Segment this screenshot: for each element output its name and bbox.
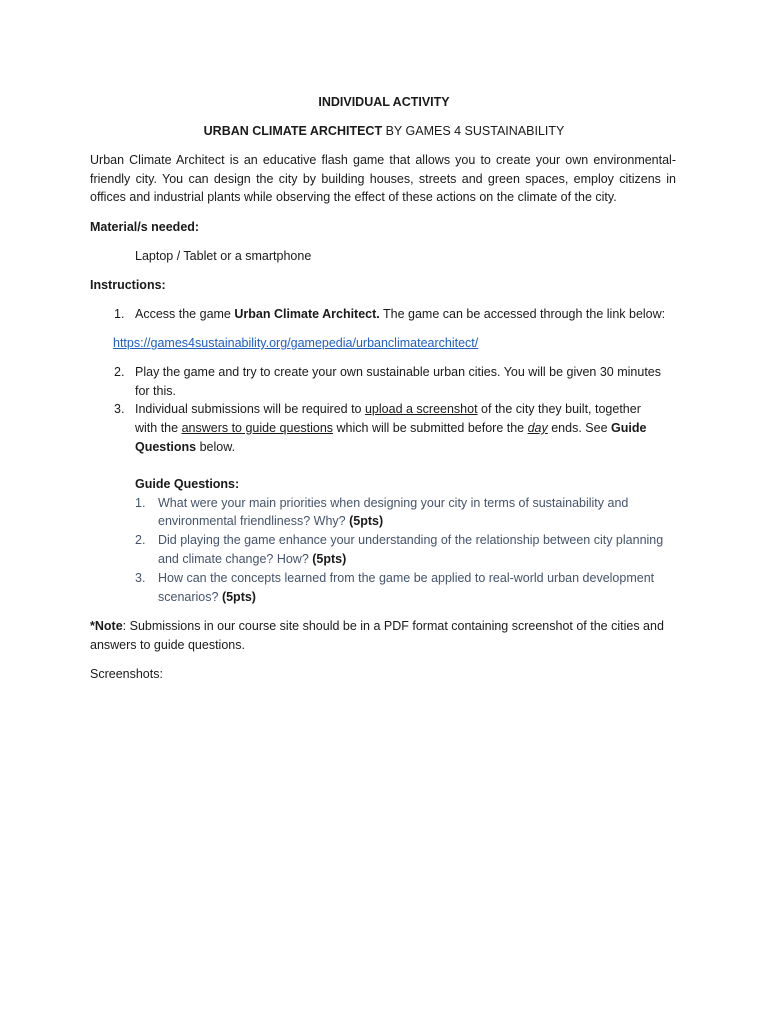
upload-screenshot-text: upload a screenshot [364, 402, 478, 416]
step-2-line-1: Play the game and try to create your own sustainable urban cities. You will be given 30 minutes [135, 365, 662, 379]
step-3-line-1 [135, 402, 641, 417]
intro-line-3: offices and industrial plants while observing the effect of these actions on the climate of the city. [90, 190, 617, 204]
guide-bold: Guide [611, 421, 647, 435]
guide-question-3-line-2 [158, 590, 256, 605]
guide-question-3-number: 3. [135, 571, 146, 585]
step-2-line-2: for this. [135, 384, 176, 398]
step-3-line-2 [135, 421, 646, 436]
step-3-l1-post: of the city they built, together [477, 402, 641, 416]
step-3-l1-pre: Individual submissions will be required to [135, 402, 365, 416]
note-label: *Note [90, 619, 123, 633]
materials-label: Material/s needed: [90, 220, 200, 234]
note-line-2: answers to guide questions. [90, 638, 245, 652]
guide-question-3-points: (5pts) [221, 590, 256, 604]
subtitle-publisher: BY GAMES 4 SUSTAINABILITY [382, 124, 565, 138]
step-3-line-3 [135, 440, 235, 455]
step-1-post: The game can be accessed through the link below: [379, 307, 666, 321]
game-link[interactable]: https://games4sustainability.org/gamepedia/urbanclimatearchitect/ [113, 336, 479, 350]
step-1-pre: Access the game [135, 307, 235, 321]
step-3-l2-pre: with the [135, 421, 182, 435]
intro-line-1: Urban Climate Architect is an educative flash game that allows you to create your own environmental- [90, 153, 676, 167]
step-1-text [135, 307, 665, 322]
guide-question-2-text: and climate change? How? [158, 552, 313, 566]
step-3-l3-post: below. [196, 440, 236, 454]
guide-question-2-line-2 [158, 552, 346, 567]
guide-questions-label: Guide Questions: [135, 477, 240, 491]
step-2-number: 2. [114, 365, 125, 379]
step-3-l2-post: ends. See [547, 421, 611, 435]
step-1-number: 1. [114, 307, 125, 321]
guide-question-3-line-1: How can the concepts learned from the game be applied to real-world urban development [158, 571, 655, 585]
questions-bold: Questions [135, 440, 197, 454]
step-3-number: 3. [114, 402, 125, 416]
guide-question-2-number: 2. [135, 533, 146, 547]
guide-question-1-line-1: What were your main priorities when designing your city in terms of sustainability and [158, 496, 629, 510]
answers-guide-text: answers to guide questions [181, 421, 334, 435]
materials-item: Laptop / Tablet or a smartphone [135, 249, 312, 263]
guide-question-3-text: scenarios? [158, 590, 222, 604]
intro-line-2: friendly city. You can design the city by building houses, streets and green spaces, employ citizens in [90, 172, 676, 186]
note-text: : Submissions in our course site should be in a PDF format containing screenshot of the cities and [122, 619, 664, 633]
step-1-game-name: Urban Climate Architect. [234, 307, 380, 321]
guide-question-1-text: environmental friendliness? Why? [158, 514, 350, 528]
screenshots-label: Screenshots: [90, 667, 163, 681]
guide-question-1-number: 1. [135, 496, 146, 510]
instructions-label: Instructions: [90, 278, 166, 292]
activity-heading: INDIVIDUAL ACTIVITY [318, 95, 450, 109]
guide-question-2-line-1: Did playing the game enhance your understanding of the relationship between city planning [158, 533, 664, 547]
note-line-1 [90, 619, 664, 634]
guide-question-1-line-2 [158, 514, 383, 529]
step-3-l2-mid: which will be submitted before the [333, 421, 528, 435]
game-title: URBAN CLIMATE ARCHITECT [203, 124, 383, 138]
guide-question-2-points: (5pts) [312, 552, 347, 566]
activity-subtitle [0, 124, 768, 139]
day-text: day [527, 421, 548, 435]
guide-question-1-points: (5pts) [349, 514, 384, 528]
